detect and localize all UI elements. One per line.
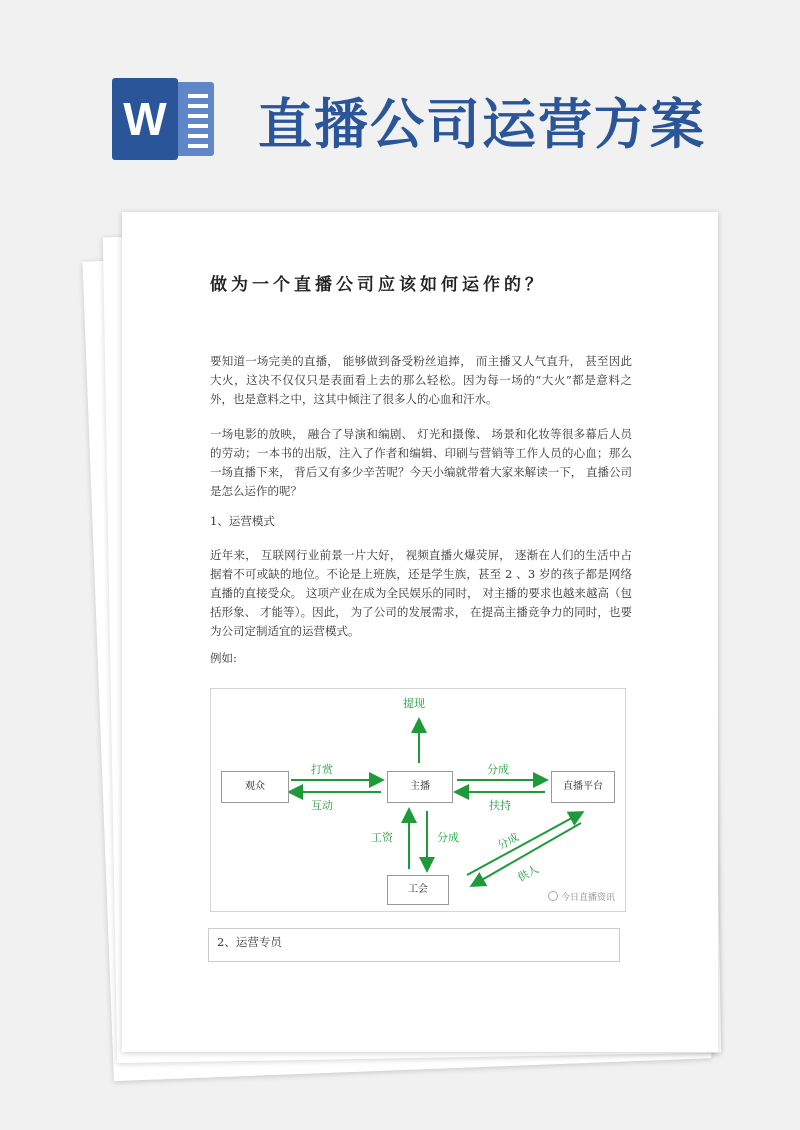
edge-label-supply: 供人: [515, 862, 541, 885]
node-viewer: 观众: [221, 771, 289, 803]
paragraph-operation-mode: 近年来， 互联网行业前景一片大好， 视频直播火爆荧屏， 逐渐在人们的生活中占据着不可或缺的地位。不论是上班族，还是学生族，甚至 2 、3 岁的孩子都是网络直播的直接受众。 这项产业在成为全民娱乐的同时， 对主播的要求也越来越高（包括形象、 才能等）。因此， 为了公司的发展需求， 在提高主播竞争力的同时，也要为公司定制适宜的运营模式。: [210, 548, 632, 638]
node-host: 主播: [387, 771, 453, 803]
edge-label-withdraw: 提现: [403, 697, 425, 710]
section-heading-operation-mode: 1、运营模式: [210, 514, 275, 528]
banner-title: 直播公司运营方案: [258, 93, 706, 156]
diagram-source-label: 今日直播资讯: [548, 890, 615, 903]
document-title: 做为一个直播公司应该如何运作的？: [210, 275, 546, 295]
document-page: [122, 212, 718, 1052]
paragraph-intro: 要知道一场完美的直播， 能够做到备受粉丝追捧， 而主播又人气直升， 甚至因此大火，这决不仅仅只是表面看上去的那么轻松。因为每一场的“大火”都是意料之外，也是意料之中，这其中倾注了很多人的心血和汗水。: [210, 354, 632, 406]
word-document-icon: W: [112, 78, 214, 160]
section-operation-staff: [208, 928, 620, 962]
paragraph-analogy: 一场电影的放映， 融合了导演和编剧、 灯光和摄像、 场景和化妆等很多幕后人员的劳动；一本书的出版，注入了作者和编辑、印刷与营销等工作人员的心血；那么一场直播下来， 背后又有多少辛苦呢？今天小编就带着大家来解读一下， 直播公司是怎么运作的呢？: [210, 427, 632, 498]
edge-label-platform-guild-share: 分成: [495, 830, 521, 853]
edge-label-salary: 工资: [371, 831, 393, 844]
edge-label-interact: 互动: [311, 799, 333, 812]
node-platform: 直播平台: [551, 771, 615, 803]
edge-label-platform-share: 分成: [487, 763, 509, 776]
wechat-icon: [548, 891, 558, 901]
edge-label-guild-share: 分成: [437, 831, 459, 844]
edge-label-support: 扶持: [489, 799, 511, 812]
node-guild: 工会: [387, 875, 449, 905]
banner-header: [0, 0, 800, 200]
example-label: 例如:: [210, 651, 237, 665]
business-flow-diagram: [210, 688, 626, 912]
section-heading-operation-staff: 2、运营专员: [217, 935, 282, 949]
edge-label-tip: 打赏: [311, 763, 333, 776]
